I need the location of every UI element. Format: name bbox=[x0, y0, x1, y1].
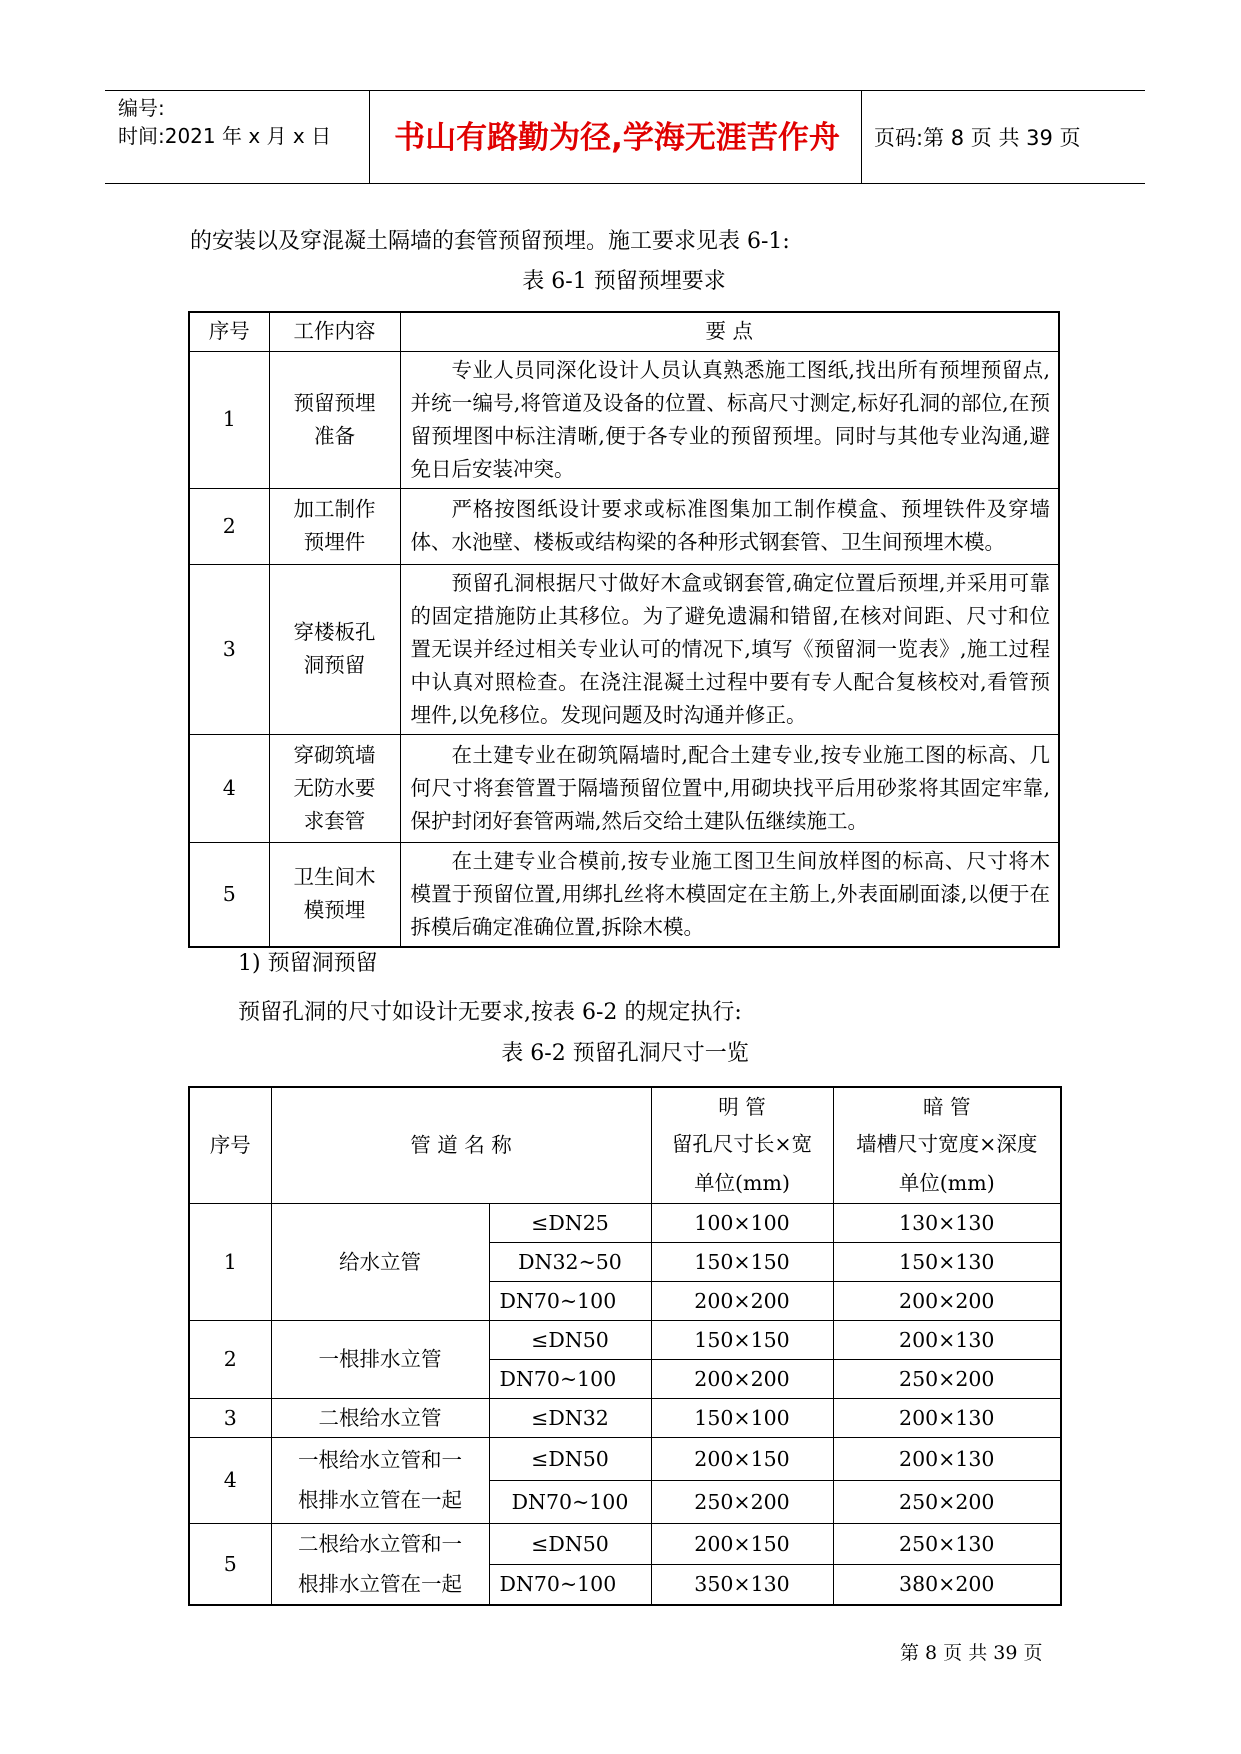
table-hole-sizes bbox=[188, 1086, 1062, 1606]
table-row bbox=[189, 1437, 1061, 1480]
concealed-size: 250×200 bbox=[833, 1359, 1061, 1398]
header-info bbox=[118, 94, 331, 150]
row-key-points: 预留孔洞根据尺寸做好木盒或钢套管,确定位置后预埋,并采用可靠的固定措施防止其移位。为了避免遗漏和错留,在核对间距、尺寸和位置无误并经过相关专业认可的情况下,填写《预留洞一览表》,施工过程中认真对照检查。在浇注混凝土过程中要有专人配合复核校对,看管预埋件,以免移位。发现问题及时沟通并修正。 bbox=[400, 564, 1059, 734]
table-row bbox=[189, 1320, 1061, 1359]
table-row bbox=[189, 734, 1059, 842]
pipe-diameter: ≤DN32 bbox=[489, 1398, 651, 1437]
pipe-diameter: ≤DN25 bbox=[489, 1203, 651, 1242]
table-row bbox=[189, 842, 1059, 947]
pipe-diameter: ≤DN50 bbox=[489, 1437, 651, 1480]
group-number: 4 bbox=[189, 1437, 271, 1523]
group-number: 1 bbox=[189, 1203, 271, 1320]
row-work-content: 穿楼板孔洞预留 bbox=[269, 564, 400, 734]
intro-paragraph: 的安装以及穿混凝土隔墙的套管预留预埋。施工要求见表 6-1: bbox=[190, 229, 790, 254]
row-number: 5 bbox=[189, 842, 269, 947]
table2-header-exposed-size: 留孔尺寸长×宽 bbox=[651, 1125, 833, 1163]
table-reservation-requirements bbox=[188, 311, 1060, 948]
concealed-size: 200×130 bbox=[833, 1437, 1061, 1480]
table2-header-concealed: 暗 管 bbox=[833, 1087, 1061, 1125]
exposed-size: 250×200 bbox=[651, 1480, 833, 1523]
section-paragraph: 预留孔洞的尺寸如设计无要求,按表 6-2 的规定执行: bbox=[238, 1000, 742, 1025]
table-row bbox=[189, 351, 1059, 488]
table1-header-work: 工作内容 bbox=[269, 312, 400, 351]
group-number: 2 bbox=[189, 1320, 271, 1398]
pipe-diameter: ≤DN50 bbox=[489, 1523, 651, 1564]
pipe-name: 给水立管 bbox=[271, 1203, 489, 1320]
concealed-size: 150×130 bbox=[833, 1242, 1061, 1281]
table1-header-points: 要 点 bbox=[400, 312, 1059, 351]
row-number: 4 bbox=[189, 734, 269, 842]
table2-caption: 表 6-2 预留孔洞尺寸一览 bbox=[501, 1041, 749, 1066]
table2-header-concealed-size: 墙槽尺寸宽度×深度 bbox=[833, 1125, 1061, 1163]
row-key-points: 严格按图纸设计要求或标准图集加工制作模盒、预埋铁件及穿墙体、水池壁、楼板或结构梁的各种形式钢套管、卫生间预埋木模。 bbox=[400, 488, 1059, 564]
concealed-size: 250×130 bbox=[833, 1523, 1061, 1564]
pipe-name: 一根给水立管和一根排水立管在一起 bbox=[271, 1437, 489, 1523]
pipe-diameter: DN70~100 bbox=[489, 1480, 651, 1523]
exposed-size: 100×100 bbox=[651, 1203, 833, 1242]
table2-header-no: 序号 bbox=[189, 1087, 271, 1203]
table-row bbox=[189, 488, 1059, 564]
pipe-diameter: DN70~100 bbox=[489, 1564, 651, 1605]
table-row bbox=[189, 1203, 1061, 1242]
exposed-size: 200×200 bbox=[651, 1281, 833, 1320]
concealed-size: 250×200 bbox=[833, 1480, 1061, 1523]
concealed-size: 200×130 bbox=[833, 1320, 1061, 1359]
header-page-number: 页码:第 8 页 共 39 页 bbox=[874, 126, 1081, 150]
exposed-size: 200×150 bbox=[651, 1437, 833, 1480]
document-time-label: 时间:2021 年 x 月 x 日 bbox=[118, 124, 332, 148]
exposed-size: 200×200 bbox=[651, 1359, 833, 1398]
pipe-name: 一根排水立管 bbox=[271, 1320, 489, 1398]
table2-header-row bbox=[189, 1087, 1061, 1125]
pipe-diameter: DN70~100 bbox=[489, 1359, 651, 1398]
row-work-content: 预留预埋准备 bbox=[269, 351, 400, 488]
table2-header-exposed-unit: 单位(mm) bbox=[651, 1163, 833, 1203]
document-number-label: 编号: bbox=[118, 96, 165, 120]
row-work-content: 穿砌筑墙无防水要求套管 bbox=[269, 734, 400, 842]
table-row bbox=[189, 1523, 1061, 1564]
table2-header-concealed-unit: 单位(mm) bbox=[833, 1163, 1061, 1203]
row-key-points: 在土建专业在砌筑隔墙时,配合土建专业,按专业施工图的标高、几何尺寸将套管置于隔墙预留位置中,用砌块找平后用砂浆将其固定牢靠,保护封闭好套管两端,然后交给土建队伍继续施工。 bbox=[400, 734, 1059, 842]
section-title: 1) 预留洞预留 bbox=[238, 951, 378, 976]
pipe-name: 二根给水立管和一根排水立管在一起 bbox=[271, 1523, 489, 1605]
header-bottom-rule bbox=[105, 183, 1145, 184]
header-top-rule bbox=[105, 90, 1145, 91]
pipe-diameter: ≤DN50 bbox=[489, 1320, 651, 1359]
row-work-content: 卫生间木模预埋 bbox=[269, 842, 400, 947]
table-row bbox=[189, 564, 1059, 734]
table1-caption: 表 6-1 预留预埋要求 bbox=[522, 269, 726, 294]
header-divider-left bbox=[369, 90, 370, 184]
concealed-size: 200×130 bbox=[833, 1398, 1061, 1437]
row-number: 2 bbox=[189, 488, 269, 564]
row-number: 1 bbox=[189, 351, 269, 488]
concealed-size: 130×130 bbox=[833, 1203, 1061, 1242]
exposed-size: 150×150 bbox=[651, 1320, 833, 1359]
exposed-size: 350×130 bbox=[651, 1564, 833, 1605]
footer-page-number: 第 8 页 共 39 页 bbox=[900, 1642, 1043, 1664]
exposed-size: 150×150 bbox=[651, 1242, 833, 1281]
header-motto: 书山有路勤为径,学海无涯苦作舟 bbox=[394, 120, 840, 156]
table-row bbox=[189, 1398, 1061, 1437]
row-key-points: 在土建专业合模前,按专业施工图卫生间放样图的标高、尺寸将木模置于预留位置,用绑扎丝将木模固定在主筋上,外表面刷面漆,以便于在拆模后确定准确位置,拆除木模。 bbox=[400, 842, 1059, 947]
exposed-size: 200×150 bbox=[651, 1523, 833, 1564]
table1-header-row bbox=[189, 312, 1059, 351]
table2-header-name: 管 道 名 称 bbox=[271, 1087, 651, 1203]
row-work-content: 加工制作预埋件 bbox=[269, 488, 400, 564]
concealed-size: 380×200 bbox=[833, 1564, 1061, 1605]
group-number: 5 bbox=[189, 1523, 271, 1605]
table1-header-no: 序号 bbox=[189, 312, 269, 351]
pipe-diameter: DN32~50 bbox=[489, 1242, 651, 1281]
pipe-diameter: DN70~100 bbox=[489, 1281, 651, 1320]
exposed-size: 150×100 bbox=[651, 1398, 833, 1437]
row-key-points: 专业人员同深化设计人员认真熟悉施工图纸,找出所有预埋预留点,并统一编号,将管道及设备的位置、标高尺寸测定,标好孔洞的部位,在预留预埋图中标注清晰,便于各专业的预留预埋。同时与其他专业沟通,避免日后安装冲突。 bbox=[400, 351, 1059, 488]
table2-header-exposed: 明 管 bbox=[651, 1087, 833, 1125]
concealed-size: 200×200 bbox=[833, 1281, 1061, 1320]
group-number: 3 bbox=[189, 1398, 271, 1437]
row-number: 3 bbox=[189, 564, 269, 734]
pipe-name: 二根给水立管 bbox=[271, 1398, 489, 1437]
